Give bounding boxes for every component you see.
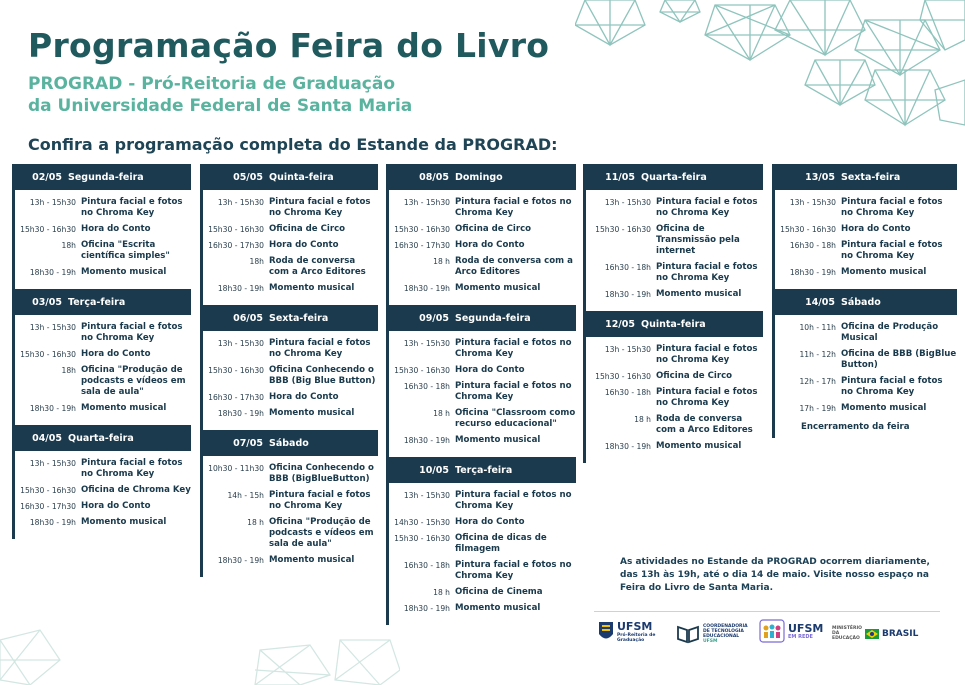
em-rede-logo-text: EM REDE (788, 634, 813, 640)
day-date: 14/05 (805, 296, 835, 308)
event-activity: Momento musical (841, 403, 927, 413)
day-weekday: Domingo (455, 171, 503, 183)
event-activity: Pintura facial e fotos no Chroma Key (269, 338, 371, 359)
event-activity: Roda de conversa com a Arco Editores (656, 414, 753, 435)
day-header (386, 164, 576, 190)
day-weekday: Quarta-feira (68, 432, 134, 444)
event-time: 18 h (433, 257, 450, 266)
event-time: 15h30 - 16h30 (780, 225, 836, 234)
day-date: 11/05 (605, 171, 635, 183)
event-time: 16h30 - 17h30 (20, 502, 76, 511)
day-header (772, 164, 957, 190)
event-row (389, 224, 576, 235)
day-block (386, 305, 576, 457)
day-block (200, 164, 378, 305)
event-time: 18h30 - 19h (403, 604, 450, 613)
event-row (775, 376, 957, 398)
event-row (15, 322, 191, 344)
day-header (200, 164, 378, 190)
event-time: 13h - 15h30 (403, 339, 450, 348)
event-time: 18h30 - 19h (217, 409, 264, 418)
event-row (15, 349, 191, 360)
section-heading: Confira a programação completa do Estande da PROGRAD: (28, 135, 558, 154)
event-time: 18 h (247, 518, 264, 527)
event-activity: Pintura facial e fotos no Chroma Key (656, 262, 758, 283)
event-row (15, 501, 191, 512)
event-row (389, 517, 576, 528)
schedule-column-1 (12, 164, 191, 539)
schedule-column-5 (772, 164, 957, 438)
day-block (200, 430, 378, 577)
day-events (200, 190, 378, 305)
event-activity: Hora do Conto (81, 224, 151, 234)
event-time: 15h30 - 16h30 (20, 350, 76, 359)
event-activity: Pintura facial e fotos no Chroma Key (81, 197, 183, 218)
event-row (15, 365, 191, 398)
brazil-flag-icon (865, 629, 879, 639)
event-activity: Pintura facial e fotos no Chroma Key (455, 338, 572, 359)
event-activity: Oficina de Circo (656, 371, 733, 381)
event-activity: Hora do Conto (455, 517, 525, 527)
event-row (203, 338, 378, 360)
day-events (386, 331, 576, 457)
event-activity: Pintura facial e fotos no Chroma Key (656, 197, 758, 218)
event-time: 13h - 15h30 (403, 198, 450, 207)
event-row (203, 555, 378, 566)
event-time: 13h - 15h30 (29, 459, 76, 468)
geometric-pattern-decoration (575, 0, 965, 130)
subtitle-line-1: PROGRAD - Pró-Reitoria de Graduação (28, 74, 396, 94)
event-time: 18 h (634, 415, 651, 424)
event-time: 10h - 11h (799, 323, 836, 332)
day-date: 02/05 (32, 171, 62, 183)
day-events (200, 456, 378, 577)
event-time: 18 h (433, 588, 450, 597)
subtitle-line-2: da Universidade Federal de Santa Maria (28, 96, 413, 116)
day-block (583, 311, 763, 463)
day-events (386, 190, 576, 305)
event-time: 18h30 - 19h (217, 284, 264, 293)
event-time: 14h30 - 15h30 (394, 518, 450, 527)
event-activity: Hora do Conto (81, 501, 151, 511)
event-activity: Pintura facial e fotos no Chroma Key (269, 490, 371, 511)
event-time: 15h30 - 16h30 (394, 225, 450, 234)
cte-logo-sub: UFSM (703, 639, 718, 644)
event-row (203, 256, 378, 278)
event-time: 10h30 - 11h30 (208, 464, 264, 473)
event-row (389, 408, 576, 430)
day-date: 12/05 (605, 318, 635, 330)
day-block (772, 289, 957, 438)
event-activity: Momento musical (656, 289, 742, 299)
event-time: 15h30 - 16h30 (208, 366, 264, 375)
event-time: 13h - 15h30 (217, 198, 264, 207)
event-activity: Pintura facial e fotos no Chroma Key (81, 322, 183, 343)
event-activity: Momento musical (81, 403, 167, 413)
event-time: 13h - 15h30 (217, 339, 264, 348)
day-weekday: Sábado (269, 437, 309, 449)
event-activity: Momento musical (455, 283, 541, 293)
closing-event: Encerramento da feira (801, 422, 910, 432)
event-time: 11h - 12h (799, 350, 836, 359)
event-activity: Hora do Conto (841, 224, 911, 234)
event-row (389, 490, 576, 512)
mec-logo-text: MINISTÉRIO DA EDUCAÇÃO (832, 626, 862, 641)
event-activity: Momento musical (81, 267, 167, 277)
event-row (389, 338, 576, 360)
event-activity: Hora do Conto (81, 349, 151, 359)
event-time: 18h (249, 257, 264, 266)
event-time: 15h30 - 16h30 (595, 225, 651, 234)
ufsm-em-rede-logo-text: UFSM (788, 622, 824, 635)
event-activity: Roda de conversa com a Arco Editores (269, 256, 366, 277)
day-date: 10/05 (419, 464, 449, 476)
event-row (775, 224, 957, 235)
event-time: 18h30 - 19h (403, 284, 450, 293)
footer-divider (594, 611, 940, 612)
day-header (583, 311, 763, 337)
event-activity: Hora do Conto (269, 240, 339, 250)
day-block (12, 425, 191, 539)
day-date: 03/05 (32, 296, 62, 308)
event-activity: Oficina Conhecendo o BBB (BigBlueButton) (269, 463, 374, 484)
event-row (15, 240, 191, 262)
prograd-logo-text: Pró-Reitoria de Graduação (617, 633, 656, 643)
event-activity: Oficina de Transmissão pela internet (656, 224, 740, 256)
event-activity: Pintura facial e fotos no Chroma Key (656, 387, 758, 408)
event-time: 15h30 - 16h30 (595, 372, 651, 381)
event-time: 16h30 - 18h (604, 388, 651, 397)
event-activity: Roda de conversa com a Arco Editores (455, 256, 573, 277)
day-events (386, 483, 576, 625)
event-activity: Momento musical (841, 267, 927, 277)
event-row (15, 224, 191, 235)
day-events (772, 190, 957, 289)
day-events (583, 337, 763, 463)
event-activity: Hora do Conto (455, 240, 525, 250)
event-time: 18 h (433, 409, 450, 418)
page-title: Programação Feira do Livro (28, 26, 550, 65)
day-date: 04/05 (32, 432, 62, 444)
day-weekday: Terça-feira (68, 296, 126, 308)
day-block (386, 457, 576, 625)
event-row (15, 458, 191, 480)
ufsm-em-rede-logo (759, 619, 823, 643)
day-block (386, 164, 576, 305)
day-block (200, 305, 378, 430)
event-row (203, 463, 378, 485)
event-activity: Pintura facial e fotos no Chroma Key (455, 197, 572, 218)
event-row (203, 365, 378, 387)
event-time: 14h - 15h (227, 491, 264, 500)
event-row (389, 365, 576, 376)
day-weekday: Sexta-feira (841, 171, 901, 183)
cte-logo-text: COORDENADORIA DE TECNOLOGIA EDUCACIONAL (703, 624, 748, 639)
event-time: 18h (61, 241, 76, 250)
event-row (586, 197, 763, 219)
people-network-icon (759, 619, 785, 643)
event-time: 13h - 15h30 (604, 198, 651, 207)
mec-brasil-logo (832, 626, 918, 641)
day-block (12, 289, 191, 425)
day-date: 08/05 (419, 171, 449, 183)
schedule-column-3 (386, 164, 576, 625)
day-header (12, 289, 191, 315)
event-time: 16h30 - 18h (604, 263, 651, 272)
event-time: 18h30 - 19h (217, 556, 264, 565)
day-header (12, 164, 191, 190)
event-row (389, 256, 576, 278)
event-time: 16h30 - 17h30 (394, 241, 450, 250)
event-row (775, 403, 957, 414)
event-row (15, 485, 191, 496)
day-block (12, 164, 191, 289)
event-time: 18h30 - 19h (604, 290, 651, 299)
event-time: 15h30 - 16h30 (20, 225, 76, 234)
event-activity: Oficina de Circo (269, 224, 346, 234)
event-activity: Oficina de Produção Musical (841, 322, 939, 343)
day-events (12, 315, 191, 425)
event-activity: Oficina Conhecendo o BBB (Big Blue Button) (269, 365, 376, 386)
event-time: 13h - 15h30 (604, 345, 651, 354)
event-row (389, 603, 576, 614)
event-activity: Pintura facial e fotos no Chroma Key (455, 560, 572, 581)
event-activity: Oficina "Classroom como recurso educacional" (455, 408, 576, 429)
day-block (583, 164, 763, 311)
event-row (15, 267, 191, 278)
event-time: 17h - 19h (799, 404, 836, 413)
day-weekday: Segunda-feira (68, 171, 144, 183)
event-row (203, 490, 378, 512)
event-activity: Oficina "Produção de podcasts e vídeos em sala de aula" (81, 365, 186, 397)
event-activity: Pintura facial e fotos no Chroma Key (841, 197, 943, 218)
event-activity: Oficina de BBB (BigBlue Button) (841, 349, 957, 370)
event-row (775, 240, 957, 262)
day-weekday: Quinta-feira (269, 171, 334, 183)
event-row (15, 403, 191, 414)
event-row (586, 387, 763, 409)
brasil-logo-text: BRASIL (882, 628, 919, 639)
event-row (586, 262, 763, 284)
event-activity: Pintura facial e fotos no Chroma Key (841, 376, 943, 397)
event-time: 15h30 - 16h30 (394, 534, 450, 543)
event-time: 18h30 - 19h (789, 268, 836, 277)
day-events (12, 190, 191, 289)
event-row (203, 408, 378, 419)
event-row (586, 289, 763, 300)
event-activity: Oficina de Cinema (455, 587, 543, 597)
event-row (775, 349, 957, 371)
day-weekday: Segunda-feira (455, 312, 531, 324)
schedule-column-4 (583, 164, 763, 463)
day-events (12, 451, 191, 539)
event-row (203, 517, 378, 550)
day-header (386, 457, 576, 483)
event-activity: Pintura facial e fotos no Chroma Key (269, 197, 371, 218)
event-row (203, 240, 378, 251)
event-row (203, 392, 378, 403)
event-activity: Oficina "Produção de podcasts e vídeos em sala de aula" (269, 517, 374, 549)
event-time: 15h30 - 16h30 (20, 486, 76, 495)
cte-logo (676, 624, 753, 644)
event-time: 16h30 - 17h30 (208, 393, 264, 402)
event-row (389, 533, 576, 555)
day-date: 07/05 (233, 437, 263, 449)
event-activity: Oficina de dicas de filmagem (455, 533, 547, 554)
event-row (15, 197, 191, 219)
event-row (586, 414, 763, 436)
event-activity: Pintura facial e fotos no Chroma Key (841, 240, 943, 261)
event-row (203, 224, 378, 235)
day-header (200, 305, 378, 331)
day-header (386, 305, 576, 331)
event-time: 18h (61, 366, 76, 375)
event-row (775, 322, 957, 344)
day-events (772, 315, 957, 438)
day-header (772, 289, 957, 315)
event-time: 13h - 15h30 (403, 491, 450, 500)
day-header (200, 430, 378, 456)
event-activity: Hora do Conto (269, 392, 339, 402)
event-time: 18h30 - 19h (403, 436, 450, 445)
event-row (389, 240, 576, 251)
event-row (389, 560, 576, 582)
day-weekday: Sexta-feira (269, 312, 329, 324)
event-time: 16h30 - 18h (403, 561, 450, 570)
event-row (775, 197, 957, 219)
event-row (389, 197, 576, 219)
event-activity: Pintura facial e fotos no Chroma Key (81, 458, 183, 479)
event-row (203, 283, 378, 294)
event-row (775, 267, 957, 278)
event-activity: Momento musical (656, 441, 742, 451)
event-time: 15h30 - 16h30 (394, 366, 450, 375)
day-header (583, 164, 763, 190)
day-events (583, 190, 763, 311)
day-header (12, 425, 191, 451)
event-time: 18h30 - 19h (29, 404, 76, 413)
event-time: 13h - 15h30 (29, 323, 76, 332)
event-row (586, 224, 763, 257)
day-date: 09/05 (419, 312, 449, 324)
event-activity: Momento musical (81, 517, 167, 527)
day-weekday: Terça-feira (455, 464, 513, 476)
event-time: 13h - 15h30 (789, 198, 836, 207)
event-row (586, 344, 763, 366)
event-activity: Oficina de Circo (455, 224, 532, 234)
day-weekday: Sábado (841, 296, 881, 308)
event-activity: Momento musical (269, 408, 355, 418)
event-activity: Pintura facial e fotos no Chroma Key (656, 344, 758, 365)
event-time: 18h30 - 19h (29, 518, 76, 527)
book-icon (676, 624, 700, 644)
event-activity: Momento musical (269, 283, 355, 293)
event-activity: Momento musical (455, 435, 541, 445)
event-time: 16h30 - 18h (403, 382, 450, 391)
event-time: 15h30 - 16h30 (208, 225, 264, 234)
event-time: 18h30 - 19h (29, 268, 76, 277)
event-row (389, 587, 576, 598)
event-activity: Hora do Conto (455, 365, 525, 375)
ufsm-logo-text: UFSM (617, 620, 653, 633)
event-time: 16h30 - 17h30 (208, 241, 264, 250)
event-time: 16h30 - 18h (789, 241, 836, 250)
event-row (389, 435, 576, 446)
info-note: As atividades no Estande da PROGRAD ocorrem diariamente, das 13h às 19h, até o dia 14 de maio. Visite nosso espaço na Feira do Livro de Santa Maria. (620, 557, 930, 593)
event-row (586, 441, 763, 452)
event-activity: Momento musical (455, 603, 541, 613)
day-block (772, 164, 957, 289)
ufsm-crest-icon (598, 621, 614, 643)
geometric-pattern-decoration-bottom (0, 600, 400, 685)
event-row (389, 283, 576, 294)
event-time: 13h - 15h30 (29, 198, 76, 207)
day-date: 05/05 (233, 171, 263, 183)
ufsm-prograd-logo (598, 620, 661, 643)
event-activity: Oficina "Escrita científica simples" (81, 240, 170, 261)
event-activity: Momento musical (269, 555, 355, 565)
event-activity: Pintura facial e fotos no Chroma Key (455, 490, 572, 511)
event-row (15, 517, 191, 528)
event-row (203, 197, 378, 219)
event-time: 12h - 17h (799, 377, 836, 386)
event-time: 18h30 - 19h (604, 442, 651, 451)
day-weekday: Quinta-feira (641, 318, 706, 330)
event-row (586, 371, 763, 382)
event-row (389, 381, 576, 403)
event-activity: Oficina de Chroma Key (81, 485, 191, 495)
day-date: 06/05 (233, 312, 263, 324)
day-weekday: Quarta-feira (641, 171, 707, 183)
schedule-column-2 (200, 164, 378, 577)
day-date: 13/05 (805, 171, 835, 183)
event-activity: Pintura facial e fotos no Chroma Key (455, 381, 572, 402)
day-events (200, 331, 378, 430)
